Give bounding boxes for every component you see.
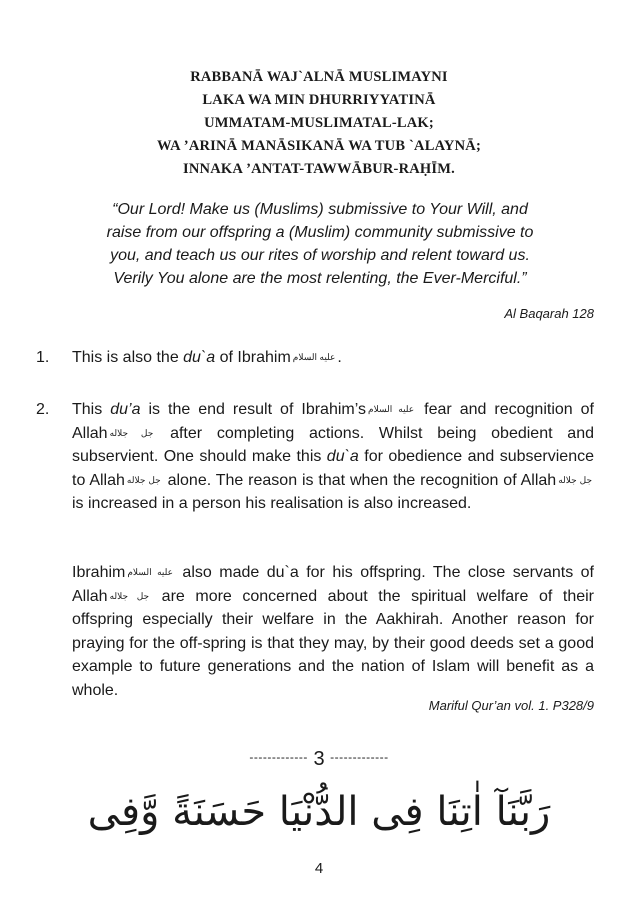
text-italic: du’a xyxy=(110,401,141,418)
text-run: are more concerned about the spiritual welfare of their offspring especially their welfare in the Aakhirah. Another reason for praying for the off-spring is that they may, by their good deeds set a good example to future generations and the nation of Islam will benefit as a whole. xyxy=(72,587,594,699)
arabic-verse: رَبَّنَآ اٰتِنَا فِى الدُّنْيَا حَسَنَةً وَّفِى xyxy=(87,789,551,835)
section-divider xyxy=(0,748,638,771)
text-run: for obedience and subservience to Allah xyxy=(72,448,595,489)
text-run: This is also the xyxy=(72,349,184,366)
text-italic: du`a xyxy=(183,349,216,366)
transliteration-line: INNAKA ’ANTAT-TAWWĀBUR-RAḤĪM. xyxy=(183,161,455,177)
text-run: . xyxy=(337,349,342,366)
divider-dashes: ------------- xyxy=(330,750,389,764)
translation-quote: “Our Lord! Make us (Muslims) submissive to Your Will, and raise from our offspring a (Muslim) community submissive to you, and teach us our rites of worship and relent toward us. Verily You alone are the most relenting, the Ever-Merciful.” xyxy=(106,201,534,287)
transliteration-line: WA ’ARINĀ MANĀSIKANĀ WA TUB `ALAYNĀ; xyxy=(157,138,481,154)
honorific-allah: جل جلاله xyxy=(109,427,154,438)
honorific-ibrahim: عليه السلام xyxy=(292,352,336,362)
text-run: is increased in a person his realisation is also increased. xyxy=(72,495,472,512)
text-run: also made du`a for his offspring. The close servants of Allah xyxy=(72,564,595,605)
paragraph xyxy=(72,561,594,702)
section-number: 3 xyxy=(313,748,325,770)
text-run: alone. The reason is that when the recognition of Allah xyxy=(162,471,557,489)
text-run: is the end result of Ibrahim’s xyxy=(140,401,366,418)
page-number: 4 xyxy=(314,860,324,877)
list-item-text xyxy=(72,346,594,370)
honorific-allah: جل جلاله xyxy=(126,474,161,485)
honorific-allah: جل جلاله xyxy=(109,590,150,601)
text-run: fear and recognition of Allah xyxy=(72,401,595,442)
list-number: 2. xyxy=(36,401,50,418)
transliteration-line: LAKA WA MIN DHURRIYYATINĀ xyxy=(202,92,436,108)
text-italic: du`a xyxy=(326,448,359,465)
translation-reference: Al Baqarah 128 xyxy=(504,306,594,321)
transliteration-line: UMMATAM-MUSLIMATAL-LAK; xyxy=(204,115,434,131)
text-run: Ibrahim xyxy=(72,564,126,581)
honorific-allah: جل جلاله xyxy=(558,474,593,485)
honorific-ibrahim: عليه السلام xyxy=(127,567,173,577)
paragraph-reference: Mariful Qur’an vol. 1. P328/9 xyxy=(428,698,594,713)
divider-dashes: ------------- xyxy=(249,750,308,764)
list-item xyxy=(36,398,594,516)
text-run: after completing actions. Whilst being obedient and subservient. One should make this xyxy=(72,424,595,465)
text-run: This xyxy=(72,401,111,418)
honorific-ibrahim: عليه السلام xyxy=(368,404,415,414)
list-item xyxy=(36,346,594,370)
transliteration-line: RABBANĀ WAJ`ALNĀ MUSLIMAYNI xyxy=(190,69,448,85)
list-item-text xyxy=(72,398,594,516)
text-run: of Ibrahim xyxy=(215,349,291,366)
list-number: 1. xyxy=(36,349,50,366)
transliteration-block xyxy=(0,66,638,181)
